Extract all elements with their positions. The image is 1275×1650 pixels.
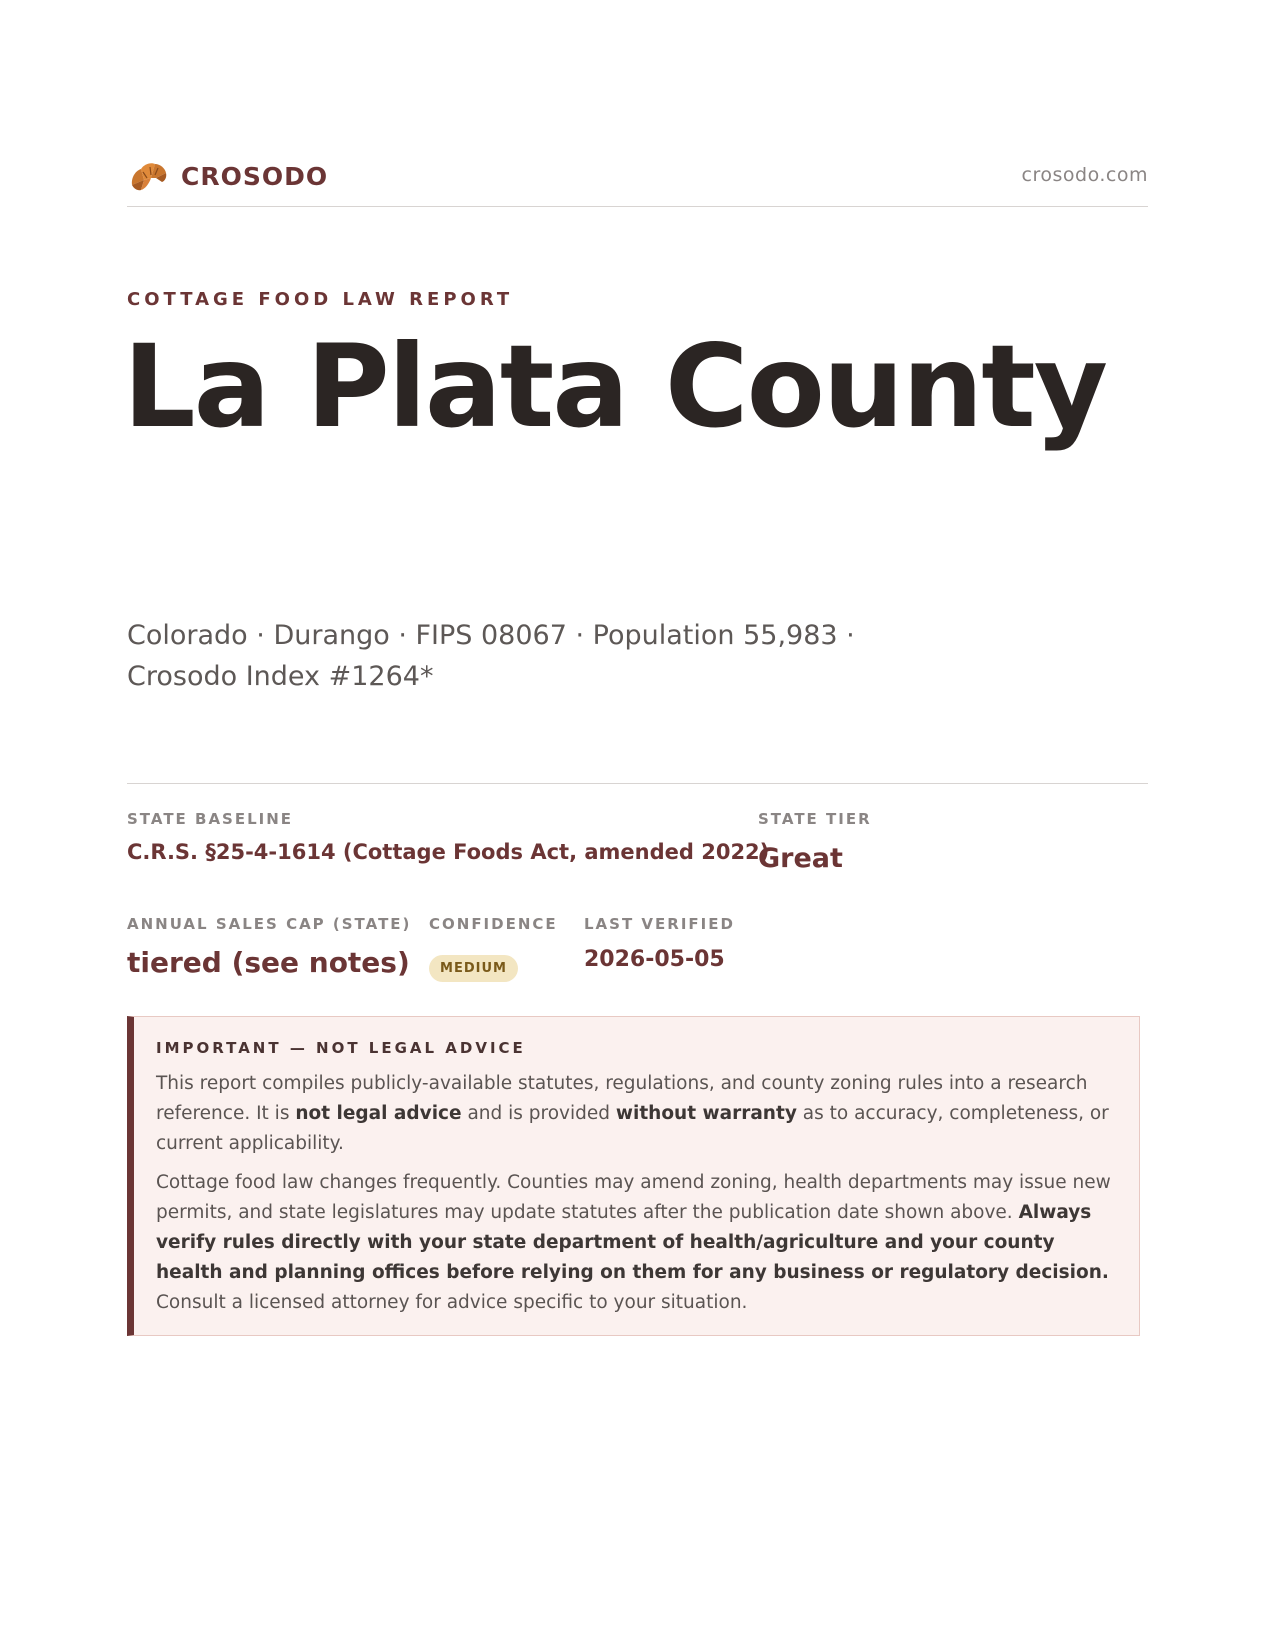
page-title: La Plata County [123, 320, 1107, 453]
brand-logo[interactable] [129, 158, 328, 194]
state-tier-value: Great [758, 843, 843, 874]
brand-name: CROSODO [181, 161, 329, 191]
county-meta-line: Colorado · Durango · FIPS 08067 · Population 55,983 · Crosodo Index #1264* [127, 620, 855, 692]
legal-disclaimer-box [127, 1016, 1140, 1336]
disclaimer-title: IMPORTANT — NOT LEGAL ADVICE [156, 1039, 526, 1057]
last-verified-label: LAST VERIFIED [584, 915, 735, 933]
confidence-label: CONFIDENCE [429, 915, 558, 933]
confidence-badge: MEDIUM [429, 955, 518, 982]
disclaimer-paragraph-2: Cottage food law changes frequently. Counties may amend zoning, health departments may issue new permits, and state legislatures may update statutes after the publication date shown above. Always verify rules directly with your state department of health/agriculture and your county health and planning offices before relying on them for any business or regulatory decision. Consult a licensed attorney for advice specific to your situation. [156, 1172, 1111, 1313]
state-baseline-label: STATE BASELINE [127, 810, 294, 828]
report-eyebrow: COTTAGE FOOD LAW REPORT [127, 289, 514, 310]
last-verified-value: 2026-05-05 [584, 947, 725, 972]
disclaimer-paragraph-1: This report compiles publicly-available statutes, regulations, and county zoning rules into a research reference. It is not legal advice and is provided without warranty as to accuracy, completeness, or current applicability. [156, 1073, 1109, 1154]
site-url-link[interactable]: crosodo.com [1021, 164, 1148, 186]
page-header [127, 158, 1148, 207]
annual-sales-cap-label: ANNUAL SALES CAP (STATE) [127, 915, 412, 933]
state-baseline-value: C.R.S. §25-4-1614 (Cottage Foods Act, amended 2022) [127, 840, 770, 864]
state-tier-label: STATE TIER [758, 810, 872, 828]
annual-sales-cap-value: tiered (see notes) [127, 946, 410, 979]
section-divider [127, 783, 1148, 784]
croissant-icon [129, 158, 169, 194]
